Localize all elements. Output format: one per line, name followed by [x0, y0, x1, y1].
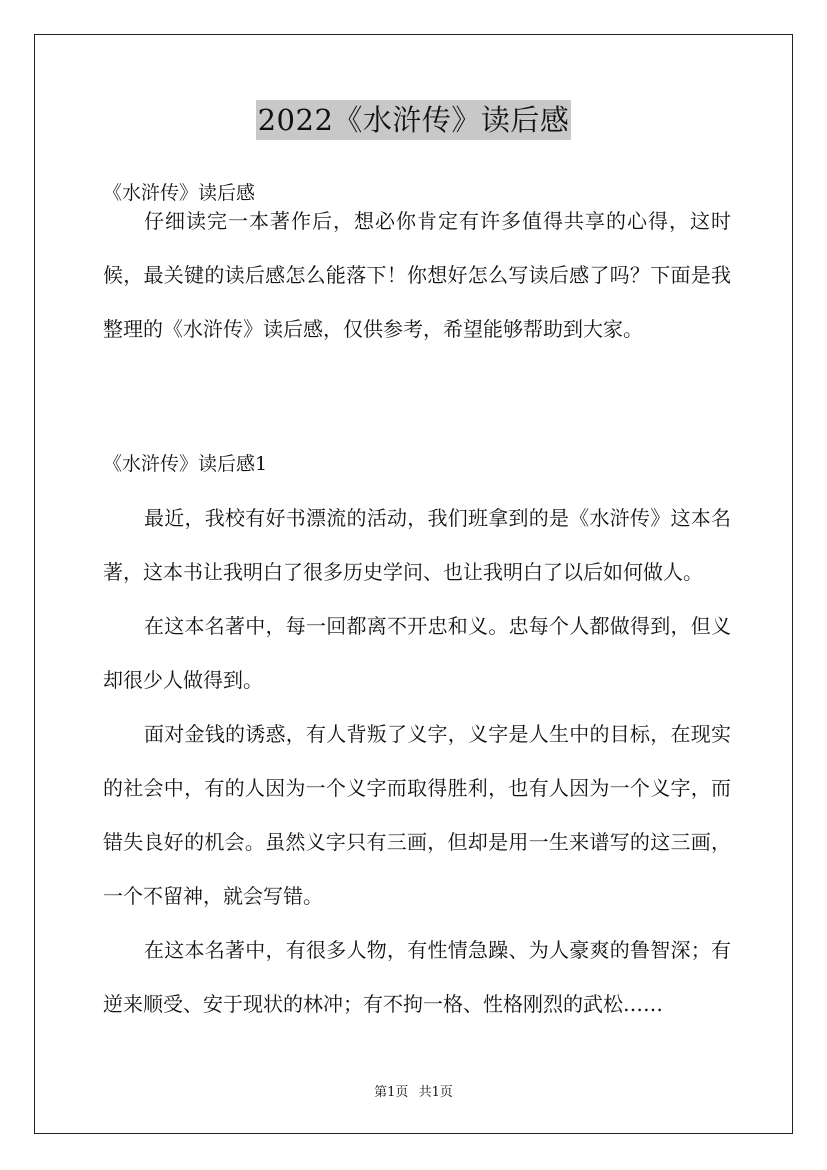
paragraph-1: 最近，我校有好书漂流的活动，我们班拿到的是《水浒传》这本名著，这本书让我明白了很多历史学问、也让我明白了以后如何做人。: [103, 506, 731, 584]
paragraph-2: 在这本名著中，每一回都离不开忠和义。忠每个人都做得到，但义却很少人做得到。: [103, 614, 731, 692]
page-total: 共1页: [418, 1085, 453, 1100]
section-heading-1: 《水浒传》读后感1: [103, 453, 268, 475]
page-number: 第1页: [374, 1085, 409, 1100]
paragraph-intro: 仔细读完一本著作后，想必你肯定有许多值得共享的心得，这时候，最关键的读后感怎么能落下！你想好怎么写读后感了吗？下面是我整理的《水浒传》读后感，仅供参考，希望能够帮助到大家。: [103, 209, 731, 341]
document-title: 2022《水浒传》读后感: [256, 100, 572, 140]
paragraph-3: 面对金钱的诱惑，有人背叛了义字，义字是人生中的目标，在现实的社会中，有的人因为一个义字而取得胜利，也有人因为一个义字，而错失良好的机会。虽然义字只有三画，但却是用一生来谱写的这三画，一个不留神，就会写错。: [103, 722, 731, 908]
page-footer: [0, 1084, 827, 1102]
paragraph-4: 在这本名著中，有很多人物，有性情急躁、为人豪爽的鲁智深；有逆来顺受、安于现状的林冲；有不拘一格、性格刚烈的武松……: [103, 938, 731, 1016]
section-heading-intro: 《水浒传》读后感: [103, 182, 256, 204]
title-wrap: [0, 100, 827, 140]
